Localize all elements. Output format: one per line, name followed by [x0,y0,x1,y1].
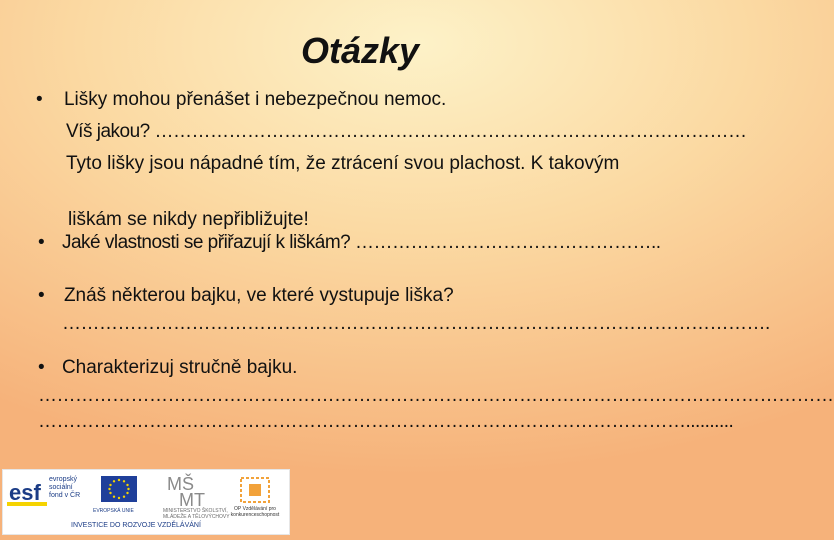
svg-text:esf: esf [9,480,41,505]
question-4-line-1: Charakterizuj stručně bajku. [61,357,298,378]
esf-caption: evropský sociální fond v ČR [49,476,81,499]
op-logo-icon [239,476,271,504]
question-4-line-2: ………………………………………………………………………………………………………………… [38,385,834,406]
bullet-item-1 [36,88,446,112]
bullet: • [38,232,45,253]
bullet-item-4 [38,356,297,380]
question-3-line-2: ……………………………………………………………………………………………………. [62,313,770,334]
svg-text:MŠ: MŠ [167,474,194,494]
question-1-line-2: Víš jakou? …………………………………………………………………………………… [66,121,747,142]
question-4-line-3: …………………………………………………………………………………………….......... [38,411,734,432]
bullet: • [38,285,45,306]
sponsor-logos-strip [2,469,290,535]
esf-logo-icon [7,474,47,516]
investment-slogan: INVESTICE DO ROZVOJE VZDĚLÁVÁNÍ [71,522,201,529]
bullet-item-3 [38,284,454,308]
eu-flag-icon [101,476,137,502]
question-2-line-1: Jaké vlastnosti se přiřazují k liškám? ………………………………………….. [61,232,661,253]
bullet: • [38,357,45,378]
eu-caption: EVROPSKÁ UNIE [93,508,134,514]
page-title: Otázky [300,30,420,71]
question-1-line-4: liškám se nikdy nepřibližujte! [68,209,309,230]
msmt-caption: MINISTERSTVO ŠKOLSTVÍ, MLÁDEŽE A TĚLOVÝCHOVY [163,508,230,520]
question-1-line-3: Tyto lišky jsou nápadné tím, že ztrácení svou plachost. K takovým [66,153,620,174]
bullet-item-2 [38,231,661,255]
msmt-logo-icon [163,472,213,508]
svg-text:MT: MT [179,490,205,510]
bullet: • [36,89,43,110]
question-3-line-1: Znáš některou bajku, ve které vystupuje liška? [63,285,454,306]
question-1-line-1: Lišky mohou přenášet i nebezpečnou nemoc. [63,89,447,110]
op-caption: OP Vzdělávání pro konkurenceschopnost [230,506,280,518]
